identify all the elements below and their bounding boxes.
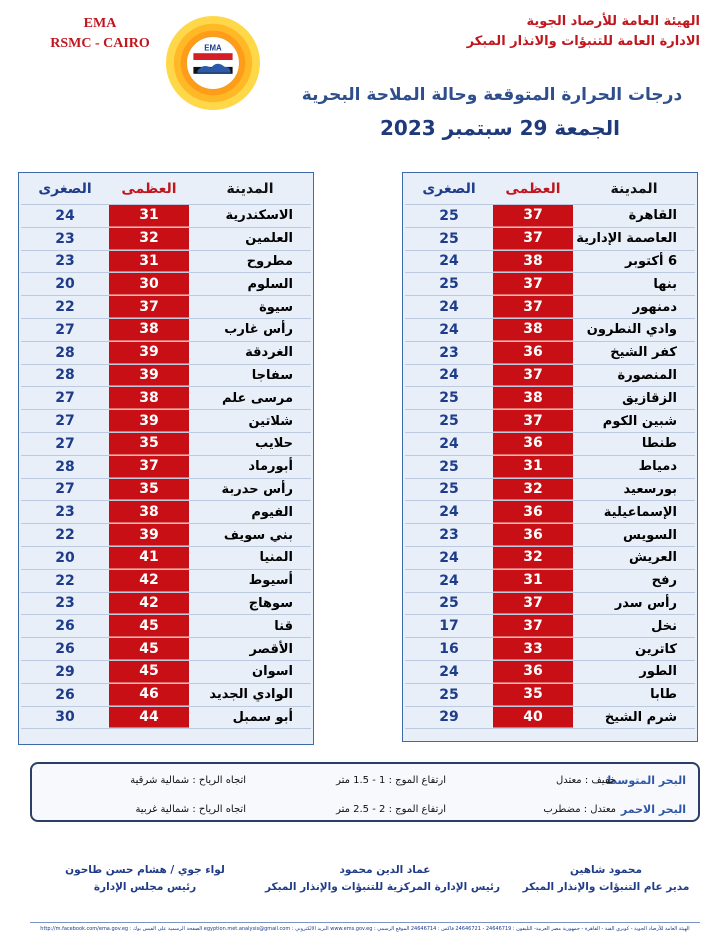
min-temp: 24 [439,299,459,316]
table-row [21,433,311,456]
column-header-city: المدينة [226,180,274,197]
city-name: كفر الشيخ [610,345,677,361]
min-temp: 24 [439,572,459,589]
city-name: طابا [650,687,677,703]
signature-block [264,862,500,896]
max-temp: 30 [109,273,189,295]
min-temp: 29 [55,663,75,680]
signer-role: رئيس مجلس الإدارة [93,881,197,893]
max-temp: 46 [109,684,189,706]
city-name: سوهاج [248,595,293,611]
min-temp: 24 [439,549,459,566]
table-row [405,251,695,274]
table-row [21,638,311,661]
min-temp: 24 [439,321,459,338]
table-row [21,456,311,479]
max-temp: 44 [109,707,189,729]
min-temp: 27 [55,390,75,407]
city-name: الزقازيق [622,390,677,406]
signer-name: محمود شاهين [569,864,643,876]
max-temp: 35 [493,684,573,706]
wave-height: ارتفاع الموج : 1 - 1.5 متر [336,775,446,786]
signature-block [60,862,230,896]
table-row [405,205,695,228]
min-temp: 24 [439,504,459,521]
min-temp: 16 [439,641,459,658]
max-temp: 38 [109,501,189,523]
min-temp: 28 [55,367,75,384]
min-temp: 25 [439,390,459,407]
max-temp: 38 [493,251,573,273]
city-name: بنها [653,276,677,292]
table-row [21,273,311,296]
city-name: الغردقة [245,345,293,361]
min-temp: 28 [55,344,75,361]
table-row [405,638,695,661]
table-row [405,387,695,410]
city-name: الطور [639,664,677,680]
max-temp: 37 [493,410,573,432]
table-row [405,547,695,570]
city-name: السويس [623,527,677,543]
max-temp: 37 [493,365,573,387]
max-temp: 39 [109,342,189,364]
table-row [21,296,311,319]
min-temp: 24 [439,663,459,680]
min-temp: 30 [55,709,75,726]
temperature-table-left [18,172,314,745]
city-name: 6 أكتوبر [624,253,677,269]
city-name: أسيوط [248,573,293,589]
table-row [21,228,311,251]
city-name: مطروح [246,253,293,269]
max-temp: 36 [493,501,573,523]
table-row [21,205,311,228]
ema-logo [164,14,262,112]
table-row [21,365,311,388]
table-row [21,684,311,707]
wave-height: ارتفاع الموج : 2 - 2.5 متر [336,804,446,815]
city-name: السلوم [247,276,293,292]
signature-block [506,862,706,896]
center-name: RSMC - CAIRO [50,36,150,51]
max-temp: 38 [109,319,189,341]
column-header-min: الصغرى [38,180,92,197]
max-temp: 35 [109,479,189,501]
max-temp: 37 [109,296,189,318]
city-name: شبين الكوم [602,413,677,429]
min-temp: 25 [439,207,459,224]
min-temp: 24 [439,435,459,452]
min-temp: 23 [55,230,75,247]
max-temp: 45 [109,615,189,637]
max-temp: 39 [109,365,189,387]
max-temp: 45 [109,638,189,660]
max-temp: 31 [493,570,573,592]
min-temp: 26 [55,686,75,703]
min-temp: 24 [55,207,75,224]
org-short-name: EMA [83,16,117,31]
max-temp: 36 [493,342,573,364]
table-row [405,410,695,433]
max-temp: 37 [493,273,573,295]
max-temp: 42 [109,570,189,592]
max-temp: 37 [493,593,573,615]
table-row [21,387,311,410]
table-row [405,228,695,251]
city-name: اسوان [252,664,293,680]
org-header-en [30,14,170,54]
max-temp: 37 [493,205,573,227]
max-temp: 32 [493,479,573,501]
table-row [21,479,311,502]
min-temp: 25 [439,413,459,430]
forecast-date: الجمعة 29 سبتمبر 2023 [379,116,621,140]
min-temp: 25 [439,481,459,498]
max-temp: 31 [493,456,573,478]
table-row [405,615,695,638]
table-row [405,456,695,479]
signer-name: لواء جوي / هشام حسن طاحون [65,864,225,876]
min-temp: 20 [55,276,75,293]
max-temp: 39 [109,410,189,432]
max-temp: 38 [109,387,189,409]
page-title: درجات الحرارة المتوقعة وحالة الملاحة البحرية [301,85,683,105]
table-row [21,615,311,638]
city-name: مرسى علم [222,390,293,406]
city-name: الأقصر [249,641,293,657]
min-temp: 29 [439,709,459,726]
city-name: الإسماعيلية [603,504,677,520]
city-name: سفاجا [251,367,293,383]
min-temp: 27 [55,413,75,430]
table-row [405,273,695,296]
table-row [405,684,695,707]
max-temp: 37 [493,296,573,318]
min-temp: 26 [55,618,75,635]
column-header-city: المدينة [610,180,658,197]
min-temp: 22 [55,527,75,544]
min-temp: 24 [439,367,459,384]
min-temp: 23 [55,504,75,521]
city-name: كاترين [635,641,677,657]
city-name: رأس حدربة [221,481,293,497]
table-row [21,707,311,730]
table-row [405,296,695,319]
city-name: شرم الشيخ [604,709,677,725]
city-name: رفح [651,573,677,589]
org-name-ar: الهيئة العامة للأرصاد الجوية [526,14,700,29]
min-temp: 17 [439,618,459,635]
max-temp: 31 [109,205,189,227]
table-row [405,661,695,684]
sea-state: خفيف : معتدل [555,775,616,786]
sea-conditions-box [30,762,700,822]
sea-row-red-sea [32,797,698,822]
temperature-table-right [402,172,698,742]
max-temp: 37 [109,456,189,478]
table-row [21,410,311,433]
table-row [21,319,311,342]
table-row [21,661,311,684]
max-temp: 31 [109,251,189,273]
org-header-ar [440,12,700,52]
sea-name: البحر المتوسط [605,774,686,787]
table-row [405,593,695,616]
city-name: قنا [274,618,293,634]
table-row [405,433,695,456]
min-temp: 26 [55,641,75,658]
table-row [405,479,695,502]
max-temp: 37 [493,615,573,637]
city-name: شلاتين [248,413,293,429]
city-name: رأس غارب [224,322,293,338]
footer-contact: الهيئة العامة للأرصاد الجوية - كوبري القبة - القاهرة - جمهورية مصر العربية- التليفون : 24646719 - 24646721 فاكس : 24646714 الموقع الرسمي : www.ems.gov.eg البريد الالكتروني : egyption.met.analysis@gmail.com الصفحة الرسمية على الفيس بوك : http://m.facebook.com/ema.gov.eg [30,922,700,934]
city-name: نخل [651,618,677,634]
min-temp: 25 [439,458,459,475]
city-name: العريش [628,550,677,566]
min-temp: 27 [55,321,75,338]
min-temp: 22 [55,572,75,589]
city-name: دمنهور [632,299,677,315]
city-name: دمياط [638,459,677,475]
dept-name-ar: الادارة العامة للتنبؤات والانذار المبكر [466,34,700,49]
min-temp: 24 [439,253,459,270]
city-name: المنصورة [617,367,677,383]
table-row [405,365,695,388]
table-row [405,707,695,730]
wind-direction: اتجاه الرياح : شمالية غربية [135,804,246,815]
table-header [405,173,695,205]
city-name: حلايب [255,436,293,452]
city-name: أبورماد [248,459,293,475]
max-temp: 41 [109,547,189,569]
city-name: سيوة [259,299,293,315]
city-name: وادي النطرون [586,322,677,338]
min-temp: 23 [439,527,459,544]
max-temp: 42 [109,593,189,615]
city-name: رأس سدر [614,595,677,611]
table-header [21,173,311,205]
min-temp: 22 [55,299,75,316]
city-name: الوادي الجديد [209,687,293,703]
table-row [405,319,695,342]
city-name: العاصمة الإدارية [576,231,677,247]
signer-role: مدير عام التنبؤات والإنذار المبكر [522,881,690,893]
min-temp: 25 [439,276,459,293]
city-name: الفيوم [251,504,293,520]
city-name: بورسعيد [623,481,677,497]
table-row [21,547,311,570]
max-temp: 38 [493,319,573,341]
city-name: العلمين [245,231,293,247]
city-name: القاهرة [628,208,677,224]
min-temp: 20 [55,549,75,566]
logo-text: EMA [204,43,222,53]
city-name: طنطا [641,436,677,452]
max-temp: 40 [493,707,573,729]
max-temp: 33 [493,638,573,660]
column-header-max: العظمى [505,180,561,197]
max-temp: 32 [493,547,573,569]
min-temp: 25 [439,595,459,612]
signer-name: عماد الدين محمود [339,864,431,876]
wind-direction: اتجاه الرياح : شمالية شرقية [130,775,246,786]
max-temp: 45 [109,661,189,683]
table-row [21,570,311,593]
max-temp: 35 [109,433,189,455]
city-name: أبو سمبل [232,709,293,725]
table-row [21,251,311,274]
max-temp: 36 [493,433,573,455]
sea-row-mediterranean [32,768,698,793]
min-temp: 28 [55,458,75,475]
table-row [405,342,695,365]
table-row [405,570,695,593]
column-header-max: العظمى [121,180,177,197]
sea-state: معتدل : مضطرب [543,804,616,815]
min-temp: 23 [55,253,75,270]
max-temp: 38 [493,387,573,409]
city-name: بني سويف [223,527,293,543]
min-temp: 23 [55,595,75,612]
max-temp: 36 [493,524,573,546]
city-name: المنيا [259,550,293,566]
sea-name: البحر الاحمر [620,803,686,816]
table-row [21,342,311,365]
signer-role: رئيس الإدارة المركزية للتنبؤات والإنذار المبكر [264,881,500,893]
table-row [21,593,311,616]
max-temp: 39 [109,524,189,546]
max-temp: 32 [109,228,189,250]
min-temp: 25 [439,686,459,703]
city-name: الاسكندرية [225,208,293,224]
table-row [405,501,695,524]
min-temp: 27 [55,435,75,452]
signatures [0,862,720,898]
min-temp: 27 [55,481,75,498]
min-temp: 23 [439,344,459,361]
table-row [21,524,311,547]
max-temp: 37 [493,228,573,250]
column-header-min: الصغرى [422,180,476,197]
min-temp: 25 [439,230,459,247]
table-row [21,501,311,524]
max-temp: 36 [493,661,573,683]
table-row [405,524,695,547]
